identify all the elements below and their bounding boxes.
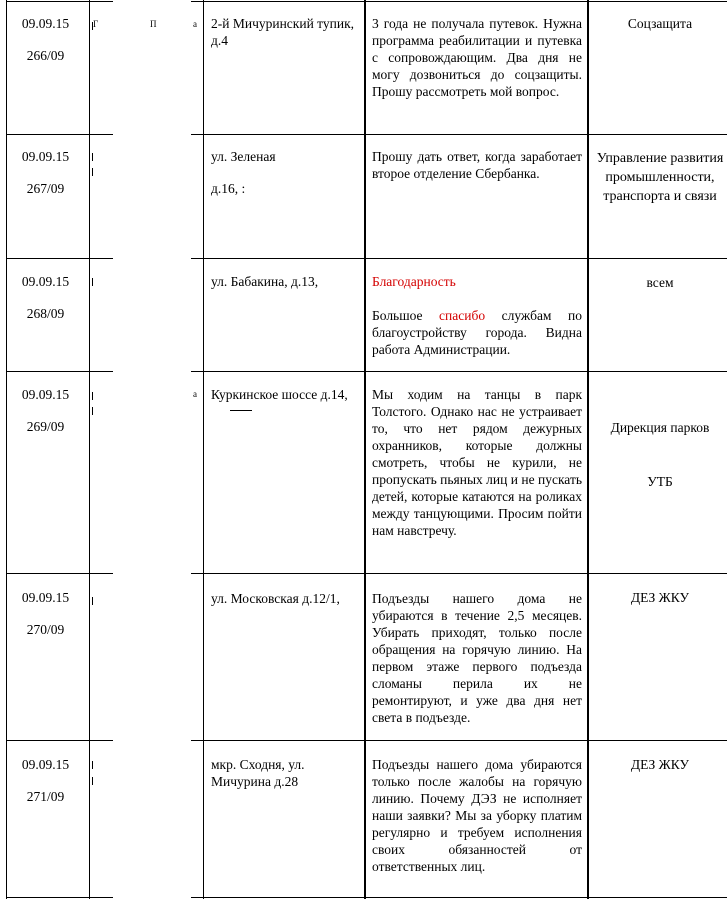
message-cell: [372, 756, 582, 875]
record-number: 270/09: [26, 622, 65, 637]
date-value: 09.09.15: [21, 149, 70, 164]
table-row-date: [8, 148, 83, 197]
redacted-fragment: [92, 278, 93, 286]
redacted-fragment: а: [193, 389, 197, 399]
address-cell: 2-й Мичуринский тупик, д.4: [211, 16, 355, 48]
table-row-date: [8, 589, 83, 638]
responsible-org: Управление развития промышленности, транспорта и связи: [596, 151, 724, 204]
redacted-fragment: [92, 761, 93, 769]
date-value: 09.09.15: [21, 16, 70, 31]
responsible-org: [595, 419, 725, 490]
address-cell: мкр. Сходня, ул. Мичурина д.28: [211, 757, 305, 789]
table-row-date: [8, 386, 83, 435]
redacted-fragment: [92, 153, 93, 161]
redacted-fragment: [92, 407, 93, 415]
record-number: 268/09: [26, 306, 65, 321]
address-cell: Куркинское шоссе д.14,: [211, 387, 348, 402]
org-line: Дирекция парков: [610, 420, 710, 435]
org-line: УТБ: [647, 474, 673, 489]
address-line: д.16, :: [211, 181, 246, 196]
date-value: 09.09.15: [21, 387, 70, 402]
table-row-date: [8, 756, 83, 805]
message-text: Мы ходим на танцы в парк Толстого. Однако нас не устраивает то, что нет рядом дежурных охранников, которые должны смотреть, чтобы не курили, не пропускать пьяных лиц и не пускать детей, которые катаются на роликах между танцующими. Просим пойти нам навстречу.: [372, 387, 582, 538]
record-number: 266/09: [26, 48, 65, 63]
message-text-part: службам по благоустройству города. Видна работа Администрации.: [372, 308, 582, 357]
address-line: ул. Зеленая: [211, 149, 276, 164]
message-text: Прошу дать ответ, когда заработает второе отделение Сбербанка.: [372, 149, 582, 181]
message-text-part: Большое: [372, 308, 440, 323]
message-cell: [372, 148, 582, 182]
message-text: Подъезды нашего дома не убираются в течение 2,5 месяцев. Убирать приходят, только после обращения на горячую линию. На первом этаже первого подъезда сломаны перила их не ремонтируют, и уже два дня нет света в подъезде.: [372, 591, 582, 725]
message-cell: [372, 590, 582, 726]
redacted-fragment: [92, 22, 93, 30]
redacted-fragment: Г: [93, 19, 99, 29]
address-cell: ул. Бабакина, д.13,: [211, 274, 319, 289]
address-cell: [211, 148, 361, 197]
highlighted-word: спасибо: [439, 308, 486, 323]
date-value: 09.09.15: [21, 590, 70, 605]
redaction-band: [113, 0, 191, 899]
responsible-org: ДЕЗ ЖКУ: [630, 757, 690, 772]
date-value: 09.09.15: [21, 757, 70, 772]
message-cell: [372, 15, 582, 100]
redacted-fragment: П: [150, 19, 157, 29]
redacted-fragment: [230, 410, 252, 411]
redacted-fragment: [92, 597, 93, 605]
record-number: 267/09: [26, 181, 65, 196]
record-number: 269/09: [26, 419, 65, 434]
message-cell: [372, 386, 582, 539]
redacted-fragment: [92, 392, 93, 400]
message-text: Подъезды нашего дома убираются только после жалобы на горячую линию. Почему ДЭЗ не исполняет наши заявки? Мы за уборку платим регулярно и требуем исполнения своих обязанностей от ответственных лиц.: [372, 757, 582, 874]
responsible-org: всем: [646, 275, 674, 290]
message-text: [372, 307, 582, 358]
message-text: 3 года не получала путевок. Нужна программа реабилитации и путевка с сопровождающим. Два дня не могу дозвониться до соцзащиты. Прошу рассмотреть мой вопрос.: [372, 16, 582, 99]
redacted-fragment: [92, 168, 93, 176]
table-row-date: [8, 273, 83, 322]
redacted-fragment: а: [193, 19, 197, 29]
message-title: Благодарность: [372, 274, 456, 289]
responsible-org: ДЕЗ ЖКУ: [630, 590, 690, 605]
address-cell: ул. Московская д.12/1,: [211, 591, 340, 606]
record-number: 271/09: [26, 789, 65, 804]
table-row-date: [8, 15, 83, 64]
date-value: 09.09.15: [21, 274, 70, 289]
message-cell: [372, 273, 582, 358]
responsible-org: Соцзащита: [627, 16, 693, 31]
redacted-fragment: [92, 777, 93, 785]
